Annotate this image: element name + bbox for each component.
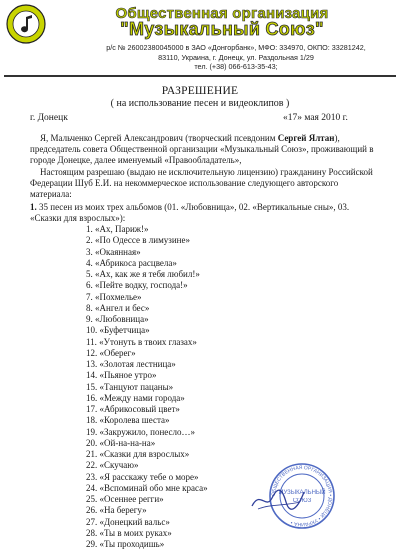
song-list [86, 224, 208, 550]
document-title: РАЗРЕШЕНИЕ [161, 85, 239, 97]
item-1-text: 35 песен из моих трех альбомов (01. «Любовница», 02. «Вертикальные сны», 03. «Сказки для взрослых»): [30, 202, 350, 224]
song-item: 26. «На берегу» [86, 505, 147, 516]
song-item: 19. «Закружило, понесло…» [86, 426, 196, 437]
requisites-address: 83110, Украина, г. Донецк, ул. Раздольная 1/29 [158, 52, 314, 62]
document-city: г. Донецк [30, 113, 68, 123]
song-item: 14. «Пьяное утро» [86, 370, 157, 381]
song-item: 4. «Абрикоса расцвела» [86, 257, 177, 268]
song-item: 5. «Ах, как же я тебя любил!» [86, 269, 200, 279]
song-item: 25. «Осеннее регги» [86, 494, 164, 504]
song-item: 13. «Золотая лестница» [86, 359, 176, 369]
song-item: 29. «Ты проходишь» [86, 539, 165, 549]
svg-text:ОБЩЕСТВЕННАЯ ОРГАНИЗАЦИЯ • ДОН: ОБЩЕСТВЕННАЯ ОРГАНИЗАЦИЯ • ДОНЕЦК • УКРАИНА • [270, 464, 334, 528]
song-item: 7. «Похмелье» [86, 291, 142, 302]
song-item: 28. «Ты в моих руках» [86, 527, 172, 538]
song-item: 10. «Буфетчица» [86, 325, 150, 336]
song-item: 18. «Королева шеста» [86, 415, 170, 426]
song-item: 6. «Пейте водку, господа!» [86, 280, 188, 291]
letterhead-divider [4, 75, 396, 77]
song-item: 12. «Оберег» [86, 347, 136, 358]
song-item: 27. «Донецкий вальс» [86, 516, 170, 527]
song-item: 8. «Ангел и бес» [86, 302, 150, 313]
song-item: 3. «Окаянная» [86, 246, 141, 257]
svg-text:СОЮЗ: СОЮЗ [292, 498, 312, 504]
item-1 [30, 202, 382, 224]
song-item: 15. «Танцуют пацаны» [86, 381, 174, 392]
pseudonym: Сергей Ялтан [277, 133, 335, 143]
org-name-line2: "Музыкальный Союз" [120, 19, 324, 39]
song-item: 9. «Любовница» [86, 314, 149, 324]
document-subtitle: ( на использование песен и видеоклипов ) [110, 98, 290, 109]
organization-logo-icon [6, 4, 46, 44]
requisites-phone: тел. (+38) 066-613-35-43; [194, 62, 278, 72]
org-name-line1: Общественная организация [115, 5, 329, 22]
requisites-bank: р/с № 26002380045000 в ЗАО «Донгорбанк», МФО: 334970, ОКПО: 33281242, [106, 43, 366, 52]
song-item: 11. «Утонуть в твоих глазах» [86, 336, 197, 347]
song-item: 20. «Ой-на-на-на» [86, 437, 156, 448]
song-item: 22. «Скучаю» [86, 460, 139, 471]
paragraph-license: Настоящим разрешаю (выдаю не исключительную лицензию) гражданину Российской Федерации Шуб Е.И. на некоммерческое использование следующего авторского материала: [30, 167, 373, 200]
song-item: 17. «Абрикосовый цвет» [86, 404, 180, 414]
document-date: «17» мая 2010 г. [283, 113, 348, 123]
song-item: 24. «Вспоминай обо мне краса» [86, 482, 208, 493]
signature-icon [248, 484, 308, 514]
song-item: 2. «По Одессе в лимузине» [86, 235, 190, 246]
song-item: 21. «Сказки для взрослых» [86, 449, 190, 459]
song-item: 16. «Между нами города» [86, 392, 185, 403]
svg-text:МУЗЫКАЛЬНЫЙ: МУЗЫКАЛЬНЫЙ [278, 490, 326, 496]
requisites [86, 43, 386, 72]
song-item: 23. «Я расскажу тебе о море» [86, 471, 199, 482]
song-item: 1. «Ах, Париж!» [86, 224, 149, 234]
item-1-number: 1. [30, 202, 37, 212]
paragraph-intro: Я, Мальченко Сергей Александрович (творческий псевдоним Сергей Ялтан), председатель совета Общественной организации «Музыкальный Союз», проживающий в городе Донецке, далее именуемый «Правообладатель», [30, 133, 374, 166]
